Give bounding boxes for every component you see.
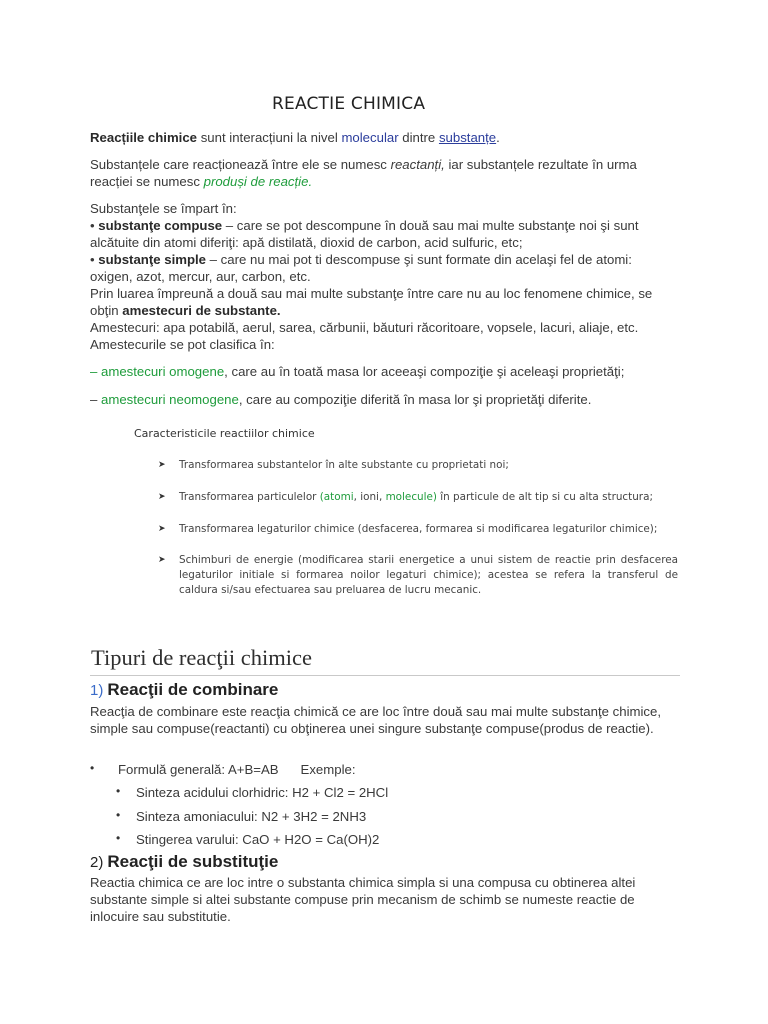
intro-between: dintre	[398, 130, 439, 145]
formula-text: Formulă generală: A+B=AB	[118, 762, 279, 777]
characteristic-text-2	[179, 490, 678, 505]
heterogeneous-line	[90, 391, 591, 408]
combination-heading	[90, 680, 278, 700]
combination-number: 1)	[90, 682, 104, 699]
char2-b: în particule de alt tip si cu alta structura;	[436, 491, 653, 503]
simple-bullet: •	[90, 252, 99, 267]
arrow-bullet-icon: ➤	[158, 492, 166, 502]
examples-label: Exemple:	[300, 762, 356, 777]
char2-mid: , ioni,	[353, 491, 386, 503]
intro-end: .	[496, 130, 500, 145]
compound-term: substanţe compuse	[98, 218, 223, 233]
intro-paragraph	[90, 129, 500, 146]
mixture-term: amestecuri de substante.	[122, 303, 281, 318]
heterogeneous-term: amestecuri neomogene	[101, 392, 239, 407]
divide-heading: Substanţele se împart în:	[90, 201, 237, 216]
reactants-line-1	[90, 156, 637, 173]
example-2: Sinteza amoniacului: N2 + 3H2 = 2NH3	[136, 809, 367, 824]
reactanti-word: reactanți,	[390, 157, 445, 172]
mixture-line-1: Prin luarea împreună a două sau mai multe substanţe între care nu au loc fenomene chimice, se	[90, 286, 653, 301]
homogeneous-text: , care au în toată masa lor aceeaşi compoziţie şi aceleaşi proprietăţi;	[224, 364, 625, 379]
reactants-text-a: Substanțele care reacționează între ele se numesc	[90, 157, 391, 172]
bullet-icon: •	[116, 808, 121, 822]
combination-para-2: simple sau compuse(reactanti) cu obţinerea unei singure substanţe compuse(produs de reactie).	[90, 721, 654, 736]
types-heading: Tipuri de reacţii chimice	[91, 645, 312, 670]
reactants-line-2	[90, 173, 312, 190]
mixture-classify: Amestecurile se pot clasifica în:	[90, 337, 275, 352]
bullet-icon: •	[116, 784, 121, 798]
substitution-para-3: inlocuire sau substitutie.	[90, 909, 231, 924]
char2-atomi: (atomi	[319, 491, 354, 503]
heterogeneous-dash: –	[90, 392, 101, 407]
bullet-icon: •	[116, 831, 121, 845]
characteristics-heading: Caracteristicile reactiilor chimice	[134, 427, 315, 440]
reactants-text-b: iar substanțele rezultate în urma	[444, 157, 637, 172]
molecular-word: molecular	[341, 130, 399, 145]
intro-text: sunt interacțiuni la nivel	[197, 130, 342, 145]
simple-line-1	[90, 251, 632, 268]
substitution-para-2: substante simple si altei substante compuse prin mecanism de schimb se numeste reactie de	[90, 892, 635, 907]
intro-term: Reacțiile chimice	[90, 130, 198, 145]
substitution-para-1: Reactia chimica ce are loc intre o substanta chimica simpla si una compusa cu obtinerea altei	[90, 875, 636, 890]
simple-term: substanţe simple	[98, 252, 207, 267]
compound-line-2: alcătuite din atomi diferiţi: apă distilată, dioxid de carbon, acid sulfuric, etc;	[90, 235, 523, 250]
char2-molecule: molecule)	[385, 491, 437, 503]
bullet-icon: •	[90, 761, 95, 775]
mixture-line-2	[90, 302, 281, 319]
char2-a: Transformarea particulelor	[179, 491, 320, 503]
simple-text: – care nu mai pot ti descompuse şi sunt formate din acelaşi fel de atomi:	[206, 252, 632, 267]
heading-divider	[90, 675, 680, 676]
arrow-bullet-icon: ➤	[158, 555, 166, 565]
substitution-number: 2)	[90, 854, 104, 871]
example-3: Stingerea varului: CaO + H2O = Ca(OH)2	[136, 832, 380, 847]
compound-text: – care se pot descompune în două sau mai multe substanţe noi şi sunt	[222, 218, 639, 233]
heterogeneous-text: , care au compoziţie diferită în masa lor şi proprietăţi diferite.	[238, 392, 592, 407]
page-title: REACTIE CHIMICA	[272, 94, 426, 114]
simple-line-2: oxigen, azot, mercur, aur, carbon, etc.	[90, 269, 311, 284]
combination-para-1: Reacţia de combinare este reacţia chimică ce are loc între două sau mai multe substanţe chimice,	[90, 704, 662, 719]
compound-line-1	[90, 217, 639, 234]
reactants-text-c: reacției se numesc	[90, 174, 204, 189]
substante-link[interactable]: substanțe	[438, 130, 497, 145]
substitution-title: Reacţii de substituţie	[107, 852, 279, 871]
substitution-heading	[90, 852, 278, 872]
characteristic-text-3: Transformarea legaturilor chimice (desfacerea, formarea si modificarea legaturilor chimice);	[179, 523, 658, 535]
combination-title: Reacţii de combinare	[107, 680, 279, 699]
characteristic-text-1: Transformarea substantelor în alte substante cu proprietati noi;	[179, 459, 509, 471]
arrow-bullet-icon: ➤	[158, 524, 166, 534]
homogeneous-line	[90, 363, 624, 380]
general-formula	[118, 761, 356, 778]
mixture-examples: Amestecuri: apa potabilă, aerul, sarea, cărbunii, băuturi răcoritoare, vopsele, lacuri, aliaje, etc.	[90, 320, 639, 335]
example-1: Sinteza acidului clorhidric: H2 + Cl2 = 2HCl	[136, 785, 389, 800]
mixture-text: obţin	[90, 303, 123, 318]
arrow-bullet-icon: ➤	[158, 460, 166, 470]
homogeneous-term: – amestecuri omogene	[90, 364, 225, 379]
compound-bullet: •	[90, 218, 99, 233]
produsi-word: produși de reacție.	[203, 174, 313, 189]
characteristic-text-4: Schimburi de energie (modificarea starii energetice a unui sistem de reactie prin desfacerea legaturilor initiale si formarea noilor legaturi chimice); acestea se refera la transferul de caldura si/sau efectuarea sau preluarea de lucru mecanic.	[179, 554, 678, 596]
